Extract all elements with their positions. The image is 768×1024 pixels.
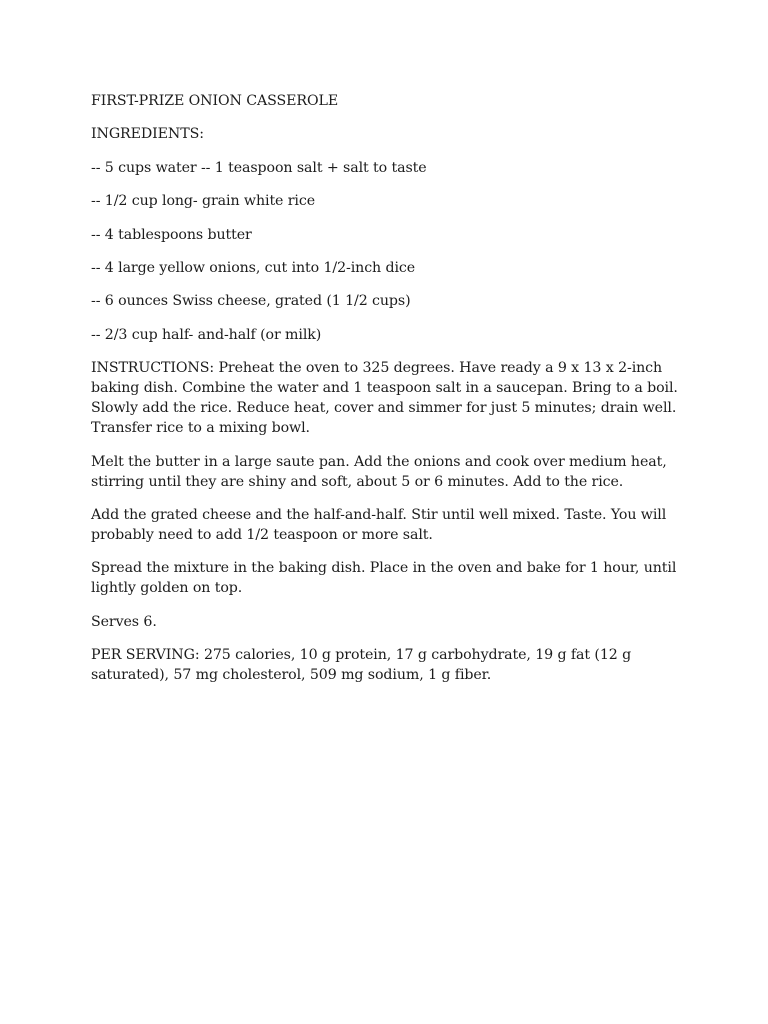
recipe-title: FIRST-PRIZE ONION CASSEROLE (91, 93, 339, 109)
ingredients-list (91, 158, 691, 345)
ingredient-item: -- 4 tablespoons butter (91, 226, 252, 243)
per-serving-paragraph (91, 645, 691, 685)
ingredient-item: -- 1/2 cup long- grain white rice (91, 193, 316, 210)
instruction-step-4: Spread the mixture in the baking dish. Place in the oven and bake for 1 hour, until lightly golden on top. (91, 560, 677, 597)
instructions-label: INSTRUCTIONS: (91, 360, 215, 377)
ingredients-heading: INGREDIENTS: (91, 126, 204, 143)
per-serving-label: PER SERVING: (91, 647, 200, 664)
ingredient-item: -- 5 cups water -- 1 teaspoon salt + salt to taste (91, 159, 427, 176)
instructions-text: Preheat the oven to 325 degrees. Have ready a 9 x 13 x 2-inch baking dish. Combine the water and 1 teaspoon salt in a saucepan. Bring to a boil. Slowly add the rice. Reduce heat, cover and simmer for just 5 minutes; drain well. Transfer rice to a mixing bowl. (91, 360, 678, 437)
instruction-step-2: Melt the butter in a large saute pan. Add the onions and cook over medium heat, stirring until they are shiny and soft, about 5 or 6 minutes. Add to the rice. (91, 453, 667, 490)
ingredient-item: -- 4 large yellow onions, cut into 1/2-inch dice (91, 259, 416, 276)
ingredient-item: -- 6 ounces Swiss cheese, grated (1 1/2 cups) (91, 293, 411, 310)
instruction-step-3: Add the grated cheese and the half-and-half. Stir until well mixed. Taste. You will probably need to add 1/2 teaspoon or more salt. (91, 506, 667, 543)
per-serving-text: 275 calories, 10 g protein, 17 g carbohydrate, 19 g fat (12 g saturated), 57 mg cholesterol, 509 mg sodium, 1 g fiber. (91, 647, 632, 684)
recipe-content (91, 91, 691, 698)
ingredient-item: -- 2/3 cup half- and-half (or milk) (91, 326, 322, 343)
serves-line: Serves 6. (91, 613, 157, 630)
instructions-paragraph (91, 358, 691, 438)
